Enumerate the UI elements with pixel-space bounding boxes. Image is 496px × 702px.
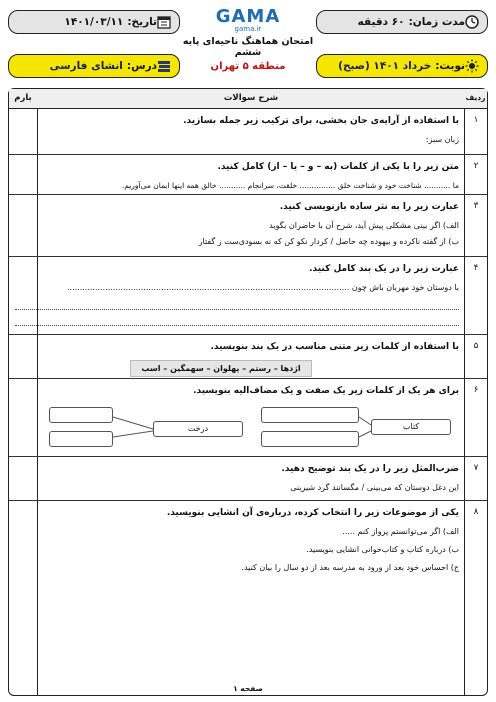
date-box bbox=[8, 10, 180, 34]
duration-label: مدت زمان: bbox=[408, 16, 465, 28]
header-description: شرح سوالات bbox=[223, 93, 279, 103]
duration-box bbox=[316, 10, 488, 34]
questions-table bbox=[8, 88, 488, 696]
question-line: ب) از گفته ناکرده و بیهوده چه حاصل / کردار نکو کن که نه بسودی‌ست ز گفتار bbox=[198, 237, 459, 246]
question-row bbox=[9, 109, 487, 155]
question-title: متن زیر را با یکی از کلمات (به – و – یا – از) کامل کنید. bbox=[217, 162, 459, 172]
subject-box bbox=[8, 54, 180, 78]
word-list-box: اژدها – رستم – پهلوان – سهمگین – اسب bbox=[130, 360, 311, 377]
question-number: ۲ bbox=[473, 161, 479, 171]
subject-label: درس: bbox=[126, 60, 157, 72]
question-row bbox=[9, 335, 487, 379]
clock-icon bbox=[465, 15, 479, 29]
gama-logo: GAMA bbox=[215, 6, 281, 27]
page-number: صفحه ۱ bbox=[233, 684, 263, 693]
subject-value: انشای فارسی bbox=[49, 60, 123, 72]
table-header bbox=[9, 89, 487, 109]
question-line: زبان سبز: bbox=[425, 135, 459, 144]
question-title: یکی از موضوعات زیر را انتخاب کرده، درباره‌ی آن انشایی بنویسید. bbox=[166, 508, 459, 518]
question-title: عبارت زیر را به نثر ساده بازنویسی کنید. bbox=[279, 202, 459, 212]
word-box-book: کتاب bbox=[371, 419, 451, 435]
question-line: این دغل دوستان که می‌بینی / مگسانند گرد شیرینی bbox=[290, 483, 459, 492]
question-number: ۶ bbox=[473, 385, 479, 395]
question-title: با استفاده از آرایه‌ی جان بخشی، برای ترکیب زیر جمله بسازید. bbox=[183, 116, 459, 126]
blank-box[interactable] bbox=[49, 407, 113, 423]
blank-box[interactable] bbox=[261, 431, 359, 447]
sun-icon bbox=[465, 59, 479, 73]
turn-box bbox=[316, 54, 488, 78]
calendar-icon bbox=[157, 15, 171, 29]
question-row bbox=[9, 155, 487, 195]
question-line: ج) احساس خود بعد از ورود به مدرسه بعد از دو سال را بیان کنید. bbox=[241, 563, 459, 572]
exam-title: امتحان هماهنگ ناحیه‌ای پایه ششم bbox=[182, 36, 314, 58]
blank-box[interactable] bbox=[49, 431, 113, 447]
header-row: ردیف bbox=[465, 93, 486, 102]
gama-logo-sub: gama.ir bbox=[234, 25, 262, 33]
question-number: ۵ bbox=[473, 341, 479, 351]
turn-value: خرداد ۱۴۰۱ (صبح) bbox=[338, 60, 432, 72]
question-number: ۱ bbox=[473, 115, 479, 125]
books-icon bbox=[157, 59, 171, 73]
question-line: ب) درباره کتاب و کتاب‌خوانی انشایی بنویسید. bbox=[306, 545, 459, 554]
answer-line bbox=[15, 296, 459, 310]
question-title: ضرب‌المثل زیر را در یک بند توضیح دهید. bbox=[281, 464, 459, 474]
question-number: ۳ bbox=[473, 201, 479, 211]
question-line: ما ........... شناخت خود و شناخت خلق ............... خلقت، سرانجام ........... خالق همه اینها ایمان می‌آوریم. bbox=[121, 181, 459, 190]
exam-region: منطقه ۵ تهران bbox=[210, 61, 286, 72]
question-title: عبارت زیر را در یک بند کامل کنید. bbox=[309, 264, 459, 274]
question-row bbox=[9, 457, 487, 501]
question-row bbox=[9, 257, 487, 335]
turn-label: نوبت: bbox=[435, 60, 465, 72]
question-row bbox=[9, 195, 487, 257]
question-line: الف) اگر بینی مشکلی پیش آید، شرح آن با حاضران بگوید bbox=[269, 221, 459, 230]
question-line: با دوستان خود مهربان باش چون ............................................................................................................... bbox=[67, 283, 459, 292]
answer-line bbox=[15, 312, 459, 326]
exam-heading bbox=[182, 8, 314, 72]
question-row bbox=[9, 379, 487, 457]
question-title: با استفاده از کلمات زیر متنی مناسب در یک بند بنویسید. bbox=[210, 342, 459, 352]
blank-box[interactable] bbox=[261, 407, 359, 423]
question-number: ۸ bbox=[473, 507, 479, 517]
date-label: تاریخ: bbox=[127, 16, 157, 28]
duration-value: ۶۰ دقیقه bbox=[357, 16, 405, 28]
exam-page bbox=[4, 4, 492, 698]
question-row bbox=[9, 501, 487, 683]
word-box-tree: درخت bbox=[153, 421, 243, 437]
question-number: ۴ bbox=[473, 263, 479, 273]
header-score: بارم bbox=[14, 93, 32, 103]
question-title: برای هر یک از کلمات زیر یک صفت و یک مضاف‌الیه بنویسید. bbox=[193, 386, 459, 396]
question-line: الف) اگر می‌توانستم پرواز کنم ..... bbox=[342, 527, 459, 536]
date-value: ۱۴۰۱/۰۳/۱۱ bbox=[64, 16, 124, 28]
question-number: ۷ bbox=[473, 463, 479, 473]
